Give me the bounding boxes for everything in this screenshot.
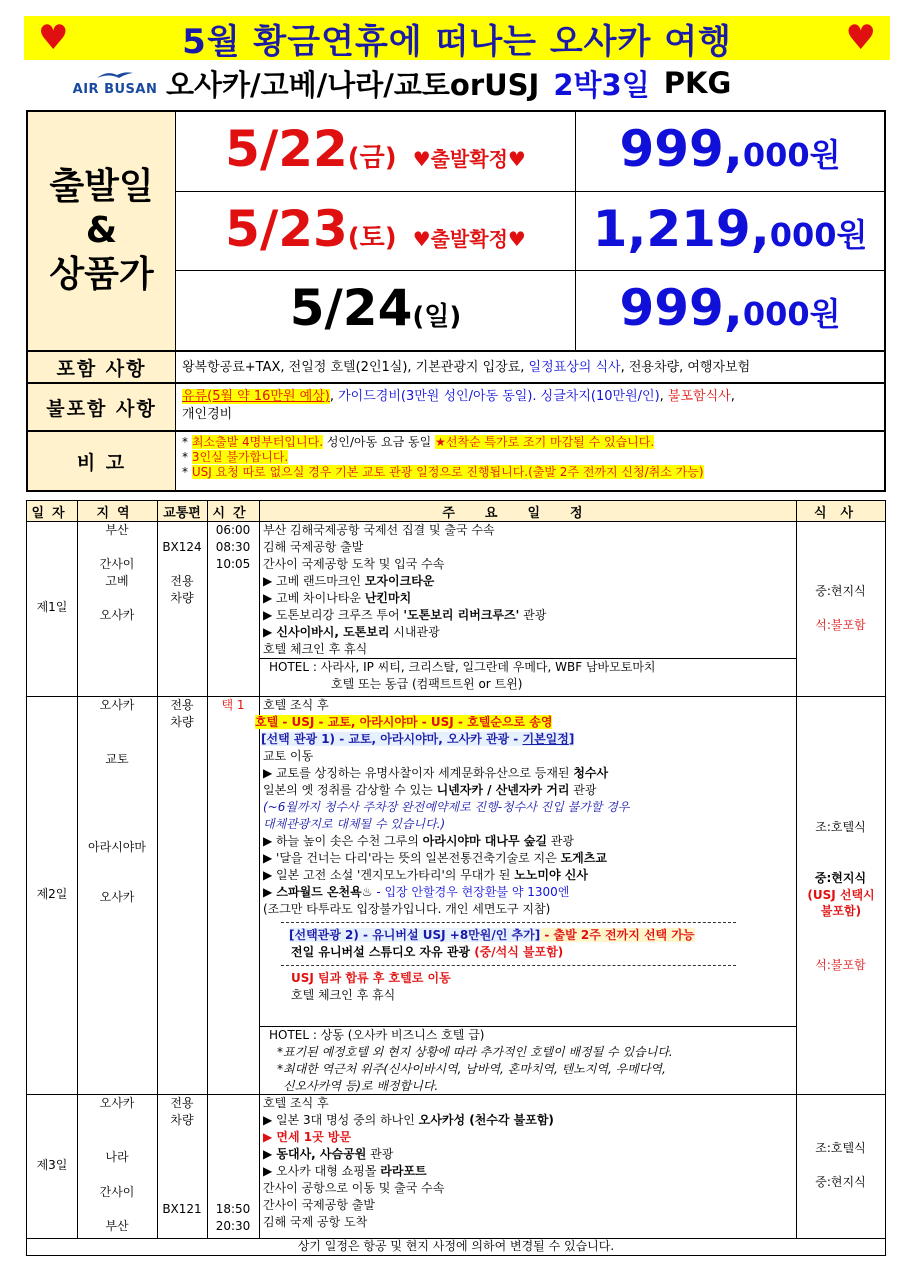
col-header-region: 지역	[77, 501, 157, 521]
transport: 차량	[170, 591, 194, 605]
confirmed-badge: ♥출발확정♥	[412, 147, 526, 171]
col-header-transport: 교통편	[157, 501, 207, 521]
transport: 차량	[170, 1113, 194, 1127]
region: 오사카	[99, 608, 135, 622]
meal-lunch: 중:현지식	[815, 584, 866, 598]
excludes-row: 불포함 사항 유류(5월 약 16만원 예상), 가이드경비(3만원 성인/아동 동일). 싱글차지(10만원/인), 불포함식사, 개인경비	[26, 384, 886, 432]
region: 교토	[105, 752, 129, 766]
region: 나라	[105, 1150, 129, 1164]
time: 18:50	[215, 1202, 251, 1216]
day1-hotel: HOTEL : 사라사, IP 씨티, 크리스탈, 일그란데 우메다, WBF 남바모토마치 호텔 또는 동급 (컴팩트트윈 or 트윈)	[259, 658, 796, 696]
remarks-label: 비 고	[28, 432, 176, 490]
meal-breakfast: 조:호텔식	[815, 1141, 866, 1155]
price-row	[176, 192, 884, 271]
col-header-day: 일자	[27, 501, 77, 521]
transport: 차량	[170, 715, 194, 729]
price-main: 1,219,	[592, 200, 770, 258]
departure-date: 5/22	[225, 120, 348, 178]
time: 20:30	[215, 1219, 251, 1233]
region: 간사이	[99, 557, 135, 571]
price-table	[26, 110, 886, 352]
region: 오사카	[99, 890, 135, 904]
excluded-meal: 불포함식사	[667, 389, 731, 404]
price-tail: 000원	[769, 216, 868, 254]
time: 06:00	[215, 523, 251, 537]
region: 부산	[105, 523, 129, 537]
day1-schedule: 부산 김해국제공항 국제선 집결 및 출국 수속 김해 국제공항 출발 간사이 국제공항 도착 및 입국 수속 ▶ 고베 랜드마크인 모자이크타운 ▶ 고베 차이나타운 난킨마치 ▶ 도톤보리강 크루즈 투어 '도톤보리 리버크루즈' 관광 ▶ 신사이바시, 도톤보리 시내관광 호텔 체크인 후 휴식	[263, 523, 547, 656]
price-tail: 000원	[742, 136, 841, 174]
flight-number: BX121	[162, 1202, 202, 1216]
meal-usj-note: (USJ 선택시 불포함)	[807, 888, 875, 918]
time: 10:05	[215, 557, 251, 571]
departure-day: (일)	[412, 302, 462, 332]
meal-dinner: 석:불포함	[815, 618, 866, 632]
day-label: 제2일	[36, 887, 68, 901]
meal-lunch: 중:현지식	[815, 1175, 866, 1189]
region: 고베	[105, 574, 129, 588]
price-label-cell	[28, 112, 176, 350]
time: 08:30	[215, 540, 251, 554]
transport: 전용	[170, 1096, 194, 1110]
day2-schedule: 호텔 조식 후 호텔 - USJ - 교토, 아라시야마 - USJ - 호텔순으로 송영 [선택 관광 1) - 교토, 아라시야마, 오사카 관광 - 기본일정] 교토 이동 ▶ 교토를 상징하는 유명사찰이자 세계문화유산으로 등재된 청수사 일본의 옛 정취를 감상할 수 있는 니넨자카 / 산넨자카 거리 관광 (~6월까지 청수사 주차장 완전예약제로 진행-청수사 진입 불가할 경우 대체관광지로 대체될 수 있습니다.) ▶ 하늘 높이 솟은 수천 그루의 아라시야마 대나무 숲길 관광 ▶ '달을 건너는 다리'라는 뜻의 일본전통건축기술로 지은 도게츠교 ▶ 일본 고전 소설 '겐지모노가타리'의 무대가 된 노노미야 신사 ▶ 스파월드 온천욕♨ - 입장 안할경우 현장환불 약 1300엔 (조그만 타투라도 입장불가입니다. 개인 세면도구 지참) [선택관광 2) - 유니버설 USJ +8만원/인 추가] - 출발 2주 전까지 선택 가능 전일 유니버설 스튜디오 자유 관광 (중/석식 불포함) USJ 팀과 합류 후 호텔로 이동 호텔 체크인 후 휴식	[255, 697, 795, 1004]
fuel-surcharge: 유류(5월 약 16만원 예상)	[182, 389, 330, 404]
itinerary-table	[26, 500, 886, 1256]
remarks-row: 비 고 * 최소출발 4명부터입니다. 성인/아동 요금 동일 ★선착순 특가로 조기 마감될 수 있습니다. * 3인실 불가합니다. * USJ 요청 따로 없으실 경우 기본 교토 관광 일정으로 진행됩니다.(출발 2주 전까지 신청/취소 가능)	[26, 432, 886, 492]
region: 간사이	[99, 1185, 135, 1199]
col-header-time: 시간	[207, 501, 259, 521]
day-label: 제3일	[36, 1158, 68, 1172]
subtitle-duration: 2박3일	[553, 67, 650, 102]
meal-breakfast: 조:호텔식	[815, 820, 866, 834]
includes-label: 포함 사항	[28, 352, 176, 382]
departure-day: (금)	[347, 143, 397, 173]
price-tail: 000원	[742, 295, 841, 333]
price-main: 999,	[619, 120, 743, 178]
price-label: 출발일 & 상품가	[49, 166, 154, 295]
subtitle-route: 오사카/고베/나라/교토orUSJ	[166, 67, 540, 102]
departure-day: (토)	[347, 223, 397, 253]
col-header-meal: 식사	[796, 501, 885, 521]
excludes-label: 불포함 사항	[28, 384, 176, 430]
region: 오사카	[99, 1096, 135, 1110]
departure-date: 5/24	[289, 279, 413, 337]
flight-number: BX124	[162, 540, 202, 554]
price-main: 999,	[619, 279, 743, 337]
guide-fee: 가이드경비(3만원 성인/아동 동일). 싱글차지(10만원/인)	[338, 389, 660, 404]
personal-expense: 개인경비	[182, 407, 233, 422]
time-choice: 택 1	[221, 698, 245, 712]
confirmed-badge: ♥출발확정♥	[412, 227, 526, 251]
meal-dinner: 석:불포함	[815, 958, 866, 972]
region: 부산	[105, 1219, 129, 1233]
region: 오사카	[99, 698, 135, 712]
subtitle-row	[70, 62, 890, 104]
region: 아라시야마	[88, 840, 146, 854]
price-row	[176, 112, 884, 192]
day-label: 제1일	[36, 600, 68, 614]
air-busan-logo: AIR BUSAN	[70, 70, 160, 97]
page-title: 5월 황금연휴에 떠나는 오사카 여행	[182, 21, 732, 62]
title-banner	[24, 16, 890, 60]
heart-icon: ♥	[38, 18, 69, 58]
transport: 전용	[170, 698, 194, 712]
heart-icon: ♥	[845, 18, 876, 58]
includes-row: 포함 사항 왕복항공료+TAX, 전일정 호텔(2인1실), 기본관광지 입장료, 일정표상의 식사, 전용차량, 여행자보험	[26, 352, 886, 384]
subtitle-pkg: PKG	[663, 66, 732, 100]
day3-schedule: 호텔 조식 후 ▶ 일본 3대 명성 중의 하나인 오사카성 (천수각 불포함) ▶ 면세 1곳 방문 ▶ 동대사, 사슴공원 관광 ▶ 오사카 대형 쇼핑몰 라라포트 간사이 공항으로 이동 및 출국 수속 간사이 국제공항 출발 김해 국제 공항 도착	[263, 1096, 554, 1229]
day2-hotel: HOTEL : 상동 (오사카 비즈니스 호텔 급) *표기된 예정호텔 외 현지 상황에 따라 추가적인 호텔이 배정될 수 있습니다. *최대한 역근처 위주(신사이바시역, 남바역, 혼마치역, 텐노지역, 우메다역, 신오사카역 등)로 배정합니다.	[259, 1026, 796, 1094]
departure-date: 5/23	[225, 200, 348, 258]
transport: 전용	[170, 574, 194, 588]
price-row	[176, 271, 884, 350]
col-header-schedule: 주요일정	[259, 501, 796, 521]
footer-note: 상기 일정은 항공 및 현지 사정에 의하여 변경될 수 있습니다.	[297, 1239, 615, 1253]
meal-lunch: 중:현지식	[814, 871, 867, 885]
bird-icon	[95, 70, 135, 82]
